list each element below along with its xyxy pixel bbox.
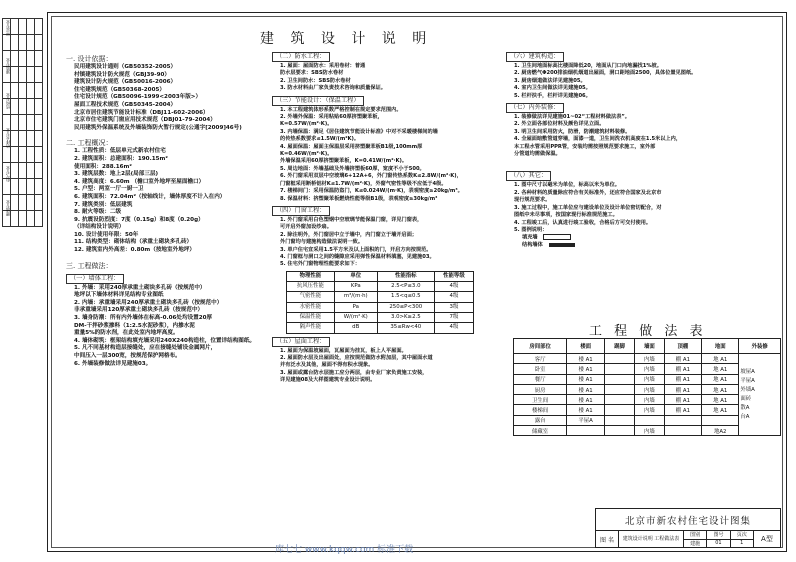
list-item: 3. 墙身防潮：所有内外墙体在标高-0.06处均设置20厚 (74, 315, 213, 322)
signature-sidebar (2, 18, 46, 227)
list-item: 3. 屋面或露台防水层施工应分两层，由专业厂家负责施工安装， (280, 369, 428, 376)
list-item: 5. 住宅外门窗物理性能要求如下： (280, 261, 361, 268)
list-item: 2. 外墙外保温：采用粘贴60厚挤塑聚苯板， (280, 114, 383, 121)
list-item: 6. 外门窗采用双层中空玻璃6+12A+6，外门窗传热系数K≤2.8W/(m²·K)， (280, 173, 462, 180)
list-item: 北京市居住建筑节能设计标准（DBJ11-602-2006） (74, 109, 209, 116)
table-cell: 地 A1 (702, 384, 739, 394)
table-cell: 地 A1 (702, 405, 739, 415)
table-cell: 内墙 (634, 374, 664, 384)
field-value: 1 (730, 539, 753, 548)
legend-item (514, 242, 781, 249)
list-item: 7. 楼梯间门：采用保温防盗门，K≤0.024W/(m·K)，表观密度≥20kg/m³。 (280, 188, 463, 195)
table-cell (664, 426, 701, 436)
table-cell (605, 364, 635, 374)
table-cell (605, 374, 635, 384)
list-item: 12. 建筑室内外高差：0.80m（按地室外地坪） (74, 247, 195, 254)
sidebar-label: 给排水专业 (5, 128, 10, 148)
table-cell: Pa (334, 302, 377, 312)
list-item: 1. 图中尺寸以毫米为单位，标高以米为单位。 (514, 182, 620, 189)
subsection-heading: （五）屋面工程： (272, 337, 330, 347)
list-item: 中间压入一层300宽，按规范保护网格布。 (74, 353, 181, 359)
table-cell: 棚 A1 (664, 395, 701, 405)
subsection-heading: （二）防水工程： (272, 52, 330, 62)
column-header: 楼面 (567, 339, 605, 354)
table-cell: 7级 (434, 312, 473, 322)
table-cell: 储藏室 (514, 426, 567, 436)
list-item: 1. 屋面：屋面防水：采用卷材：普通 (280, 63, 366, 69)
list-item: 1. 本工程建筑体形系数严格控制在规定要求范围内。 (280, 106, 402, 113)
column-middle (272, 52, 502, 385)
list-item: 11. 结构类型：砌体结构（承重土砌块多孔砖） (74, 239, 193, 246)
table-row (287, 323, 474, 333)
list-item: 3. 单户住宅宜采用1.5平方米及以上面积的门，开启方向按规范。 (280, 246, 432, 253)
table-row (287, 292, 474, 302)
table-cell: 棚 A1 (664, 374, 701, 384)
section-list (272, 63, 502, 93)
list-item: 2. 屋面防水层及出屋面处，应按规范做防水附加层，其中屋面水道 (280, 354, 433, 361)
table-cell: 地 A1 (702, 395, 739, 405)
list-item: 住宅设计规范（GB50096-1999<2003年版>） (74, 94, 202, 101)
exterior-finish-cell (739, 354, 781, 436)
section-list (506, 63, 781, 100)
table-cell: 棚 A1 (664, 384, 701, 394)
list-item: 3. 明卫生间采用防火，防滑，防潮建筑材料装修。 (514, 128, 631, 135)
table-cell: 保温性能 (287, 312, 335, 322)
list-item: 2. 卫生间防水：SBS防水卷材 (280, 77, 351, 84)
section-list (66, 285, 266, 369)
list-item: DM-干拌砂浆掺料（1:2.5水泥砂浆），内掺水泥 (74, 322, 195, 329)
table-row (287, 302, 474, 312)
table-cell: 棚 A1 (664, 354, 701, 364)
table-cell: 楼 A1 (567, 384, 605, 394)
list-item: 1. 屋面为保温坡屋面，瓦屋面为挂瓦，板上人平屋面。 (280, 347, 407, 354)
exterior-item: 外墙A (740, 386, 755, 393)
list-item: 1. 装修做法详见建施01~02“工程材料做法表”。 (514, 114, 630, 121)
table-cell (605, 415, 635, 425)
list-item: 6. 外墙装修做法详见建施03。 (74, 360, 152, 367)
table-header-row (287, 271, 474, 281)
list-item: 现行规范要求。 (514, 197, 551, 204)
subsection-heading: （一）墙体工程： (66, 274, 124, 284)
door-performance-table (286, 271, 474, 334)
table-cell: 地A2 (702, 426, 739, 436)
section-heading: 二. 工程概况： (66, 139, 113, 148)
hatch-swatch-icon (543, 234, 571, 240)
section-heading: 一. 设计依据： (66, 55, 113, 63)
section-list (272, 217, 502, 269)
list-item: 1. 外门窗采用白色塑钢中空玻璃节能保温门窗，详见门窗表， (280, 216, 423, 223)
table-cell: 餐厅 (514, 374, 567, 384)
table-cell (702, 415, 739, 425)
list-item: 5. 户型：两室一厅一厨一卫 (74, 186, 144, 193)
list-item: 并有泛水及其他，屋面不得有积水现象。 (280, 362, 374, 369)
table-cell: 4级 (434, 323, 473, 333)
column-header: 性能等级 (434, 271, 473, 281)
table-cell: 厨房 (514, 384, 567, 394)
list-item: 外墙保温采用60厚挤塑聚苯板，K=0.41W/(m²·K)。 (280, 158, 408, 165)
list-item: 10. 设计使用年限：50年 (74, 231, 139, 238)
list-item: 详见建施08及大样图建筑专业设计说明。 (280, 377, 376, 384)
list-item: 分管道均需做保温。 (514, 151, 561, 158)
list-item: 图纸中未尽事项，按国家现行标准规范施工。 (514, 212, 618, 219)
table-cell: 楼 A1 (567, 364, 605, 374)
list-item: 1. 外墙：采用240厚承重土砌块多孔砖（按规范中） (74, 284, 206, 291)
list-item: 4. 室内卫生间做法详见建施05。 (514, 85, 591, 92)
sidebar-label: 建筑专业 (5, 58, 10, 74)
table-cell: 地 A1 (702, 364, 739, 374)
sidebar-label: 审定专业 (5, 20, 10, 36)
table-cell: 4级 (434, 292, 473, 302)
finish-table-title: 工 程 做 法 表 (589, 324, 707, 339)
table-cell: 3.0>K≥2.5 (377, 312, 434, 322)
table-row (287, 282, 474, 292)
table-cell: 平屋A (567, 415, 605, 425)
list-item: 外门窗均与建施构造做法说明一致。 (280, 239, 364, 246)
drawing-name-label: 图 名 (596, 531, 619, 548)
field-value: 01 (707, 539, 730, 548)
signature-grid (2, 18, 43, 227)
table-cell (605, 405, 635, 415)
exterior-item: 面砖 (740, 395, 752, 402)
column-header: 单位 (334, 271, 377, 281)
table-cell: 内墙 (634, 395, 664, 405)
list-item: 可开启外窗加设纱扇。 (280, 224, 332, 231)
list-item: 村镇建筑设计防火规范（GBJ39-90） (74, 71, 170, 78)
legend-label: 填充墙 (522, 234, 538, 241)
table-cell: 水密性能 (287, 302, 335, 312)
table-row (514, 354, 781, 364)
exterior-item: 台A (740, 413, 750, 420)
list-item: 非承重墙采用120厚承重土砌块多孔砖（按规范中） (74, 307, 204, 314)
column-header: 墙面 (634, 339, 664, 354)
list-item: K=0.57W/(m²·K)。 (280, 121, 333, 128)
table-cell: 内墙 (634, 354, 664, 364)
exterior-item: 坡屋A (740, 368, 755, 375)
list-item: 住宅建筑规范（GB50368-2005） (74, 86, 165, 93)
list-item: 7. 建筑类别：低层建筑 (74, 201, 133, 208)
list-item: 3. 建筑层数：地上2层(局部三层) (74, 171, 159, 178)
table-cell (567, 426, 605, 436)
table-cell: 棚 A1 (664, 364, 701, 374)
list-item: 建筑设计防火规范（GB50016-2006） (74, 79, 177, 86)
table-cell: 楼梯间 (514, 405, 567, 415)
table-cell: 客厅 (514, 354, 567, 364)
list-item: 3. 施工过程中，施工单位应与建设单位及设计单位密切配合，对 (514, 204, 662, 211)
list-item: 2. 内墙：承重墙采用240厚承重土砌块多孔砖（按规范中） (74, 299, 223, 306)
list-item: 5. 栏杆扶手，栏杆详见建施06。 (514, 92, 591, 99)
exterior-item: 平屋A (740, 377, 755, 384)
table-cell: 楼 A1 (567, 395, 605, 405)
list-item: 3. 防水材料由厂家负责技术咨询和质量保证。 (280, 85, 386, 92)
section-heading: 三. 工程做法： (66, 261, 113, 270)
table-cell: 隔声性能 (287, 323, 335, 333)
section-list (272, 348, 502, 385)
legend-label: 结构墙体 (522, 242, 543, 249)
column-header: 踢脚 (605, 339, 635, 354)
column-header: 物理性能 (287, 271, 335, 281)
field-label: 图号 (707, 531, 730, 540)
table-cell: 内墙 (634, 364, 664, 374)
subsection-heading: （八）其它： (506, 171, 551, 181)
list-item: 屋面工程技术规范（GB50345-2004） (74, 101, 177, 108)
list-item: 8. 保温材料：挤塑聚苯板燃烧性能等级B1级，表观密度≥30kg/m³ (280, 195, 438, 202)
list-item: 5. 周边地面：外墙基础及外墙挤塑板60厚，宽度不小于500。 (280, 165, 425, 172)
list-item: K=0.46W/(m²·K)。 (280, 151, 333, 158)
table-cell (664, 415, 701, 425)
table-cell: 楼 A1 (567, 354, 605, 364)
table-cell: m³/(m·h) (334, 292, 377, 302)
section-list (66, 64, 266, 132)
field-label: 页次 (730, 531, 753, 540)
list-item: 5. 凡不同基材构造层接缝处，应在接缝处铺设金属网片， (74, 345, 217, 352)
legend-item (514, 234, 781, 242)
table-cell: 地 A1 (702, 374, 739, 384)
subsection-heading: （三）节能设计：（保温工程） (272, 96, 364, 106)
list-item: 2. 除注明外，外门窗居中立于墙中，内门窗立于墙开启面； (280, 231, 418, 238)
sidebar-label: 结构专业 (5, 93, 10, 109)
section-list (506, 114, 781, 158)
list-item: 重量5%的防水剂，在此处室内地坪高度。 (74, 330, 179, 337)
column-header: 性能指标 (377, 271, 434, 281)
list-item: 防水层要求：SBS防水卷材 (280, 70, 344, 77)
table-cell: 3级 (434, 302, 473, 312)
list-item: 本工程水管采用PPR管，安装均需按照规范要求施工，室外部 (514, 143, 656, 150)
list-item: 4. 建筑高度：6.60m （檐口室外地坪至屋面檐口） (74, 178, 205, 185)
table-cell: 卫生间 (514, 395, 567, 405)
list-item: 4. 屋面保温：屋面主保温层采用挤塑聚苯板B1级,100mm厚 (280, 143, 423, 150)
list-item: 1. 工程性质：低层单元式新农村住宅 (74, 148, 166, 155)
table-cell: KPa (334, 282, 377, 292)
list-item: 4. 门窗框与洞口之间的缝隙应采用弹性保温材料填塞，见建施03。 (280, 253, 435, 260)
column-left (66, 52, 266, 368)
drawing-name: 建筑设计说明 工程做法表 (619, 531, 684, 548)
table-cell: 气密性能 (287, 292, 335, 302)
list-item: 民用建筑设计通则（GB50352-2005） (74, 64, 177, 70)
list-item: 2. 建筑面积：总建面积：190.15m² (74, 155, 168, 162)
version-value: A型 (753, 531, 780, 548)
table-cell: 250≤P<300 (377, 302, 434, 312)
table-cell: 露台 (514, 415, 567, 425)
table-cell: 内墙 (634, 405, 664, 415)
field-value: 建施 (684, 539, 707, 548)
list-item: 6. 建筑面积：72.04m²（按轴线计，墙体厚度不计入在内） (74, 193, 226, 200)
page-title: 建 筑 设 计 说 明 (260, 31, 433, 47)
list-item: 2. 各种材料的质量除应符合有关标准外，还应符合国家及北京市 (514, 189, 662, 196)
table-cell: 棚 A1 (664, 405, 701, 415)
table-cell: 内墙 (634, 384, 664, 394)
table-cell: W/(m²·K) (334, 312, 377, 322)
section-list (506, 182, 781, 249)
list-item: 3. 厨房烟道做法详见建施05。 (514, 77, 586, 84)
section-list (272, 107, 502, 203)
list-item: 民用建筑外保温系统及外墙装饰防火暂行规定(公通字[2009]46号) (74, 124, 242, 131)
list-item: （详结构设计说明） (74, 224, 125, 231)
sidebar-label: 电气专业 (5, 166, 10, 182)
list-item: 4. 工程竣工后，认真进行竣工验收，合格后方可交付使用。 (514, 219, 652, 226)
solid-swatch-icon (549, 243, 575, 247)
list-item: 门窗框采用断桥铝材K≤1.7W/(m²·K)，外窗气密性等级不应低于4级。 (280, 180, 447, 187)
table-cell: 地 A1 (702, 354, 739, 364)
table-header-row (514, 339, 781, 354)
subsection-heading: （四）门窗工程： (272, 206, 330, 216)
watermark: 库七七 www.kqqw.com 标准下载 (275, 545, 414, 555)
table-cell (605, 426, 635, 436)
table-cell: 楼 A1 (567, 374, 605, 384)
table-cell: 35≤Rw<40 (377, 323, 434, 333)
list-item: 使用面积：288.16m² (74, 163, 132, 170)
list-item: 2. 外立面各部位材料及颜色详见立面。 (514, 121, 605, 128)
table-cell: dB (334, 323, 377, 333)
list-item: 地坪以下墙体材料详见结构专业图纸 (74, 292, 164, 299)
column-header: 地面 (702, 339, 739, 354)
exterior-item: 散A (740, 404, 750, 411)
table-cell (605, 354, 635, 364)
table-cell (634, 415, 664, 425)
subsection-heading: （七）内外装修： (506, 103, 564, 113)
column-header: 顶棚 (664, 339, 701, 354)
list-item: 5. 图例说明： (514, 226, 548, 233)
column-header: 外装修 (739, 339, 781, 354)
table-cell: 2.5<P≤3.0 (377, 282, 434, 292)
table-cell: 内墙 (634, 426, 664, 436)
section-list (66, 148, 266, 254)
table-cell: 4级 (434, 282, 473, 292)
project-name: 北京市新农村住宅设计图集 (596, 509, 781, 531)
column-right (506, 52, 781, 250)
table-cell: 卧室 (514, 364, 567, 374)
list-item: 的传热系数要求≤1.5W/(m²K)。 (280, 136, 360, 143)
sidebar-label: 暖通专业 (5, 200, 10, 216)
field-label: 图别 (684, 531, 707, 540)
table-cell (605, 395, 635, 405)
list-item: 2. 厨房燃气Φ200排油烟机烟道出屋面，洞口距地面2500，具体位置见图纸。 (514, 70, 697, 77)
list-item: 9. 抗震设防烈度：7度（0.15g）和8度（0.20g） (74, 216, 204, 223)
list-item: 北京市住宅建筑门窗应用技术规范（DBJ01-79-2004） (74, 117, 216, 124)
table-cell: 楼 A1 (567, 405, 605, 415)
table-cell: 1.5<q≤0.5 (377, 292, 434, 302)
table-cell: 抗风压性能 (287, 282, 335, 292)
finish-schedule-table (513, 338, 781, 436)
column-header: 房间部位 (514, 339, 567, 354)
list-item: 8. 耐火等级：二级 (74, 209, 122, 216)
table-row (287, 312, 474, 322)
list-item: 4. 全屋面暗敷管道穿墙，面漆一道，卫生间洗衣机高度在1.5米以上内， (514, 136, 682, 143)
list-item: 3. 内墙保温：满足《居住建筑节能设计标准》中对不采暖楼梯间的墙 (280, 128, 438, 135)
subsection-heading: （六）建筑构造： (506, 52, 564, 62)
title-block (595, 508, 781, 548)
list-item: 1. 卫生间地面标高比楼面降低20，地面从门口向地漏找1%坡。 (514, 63, 662, 69)
table-cell (605, 384, 635, 394)
list-item: 4. 墙体砌筑：框架结构填充墙采用240X240构造柱，位置详结构图纸。 (74, 337, 256, 344)
